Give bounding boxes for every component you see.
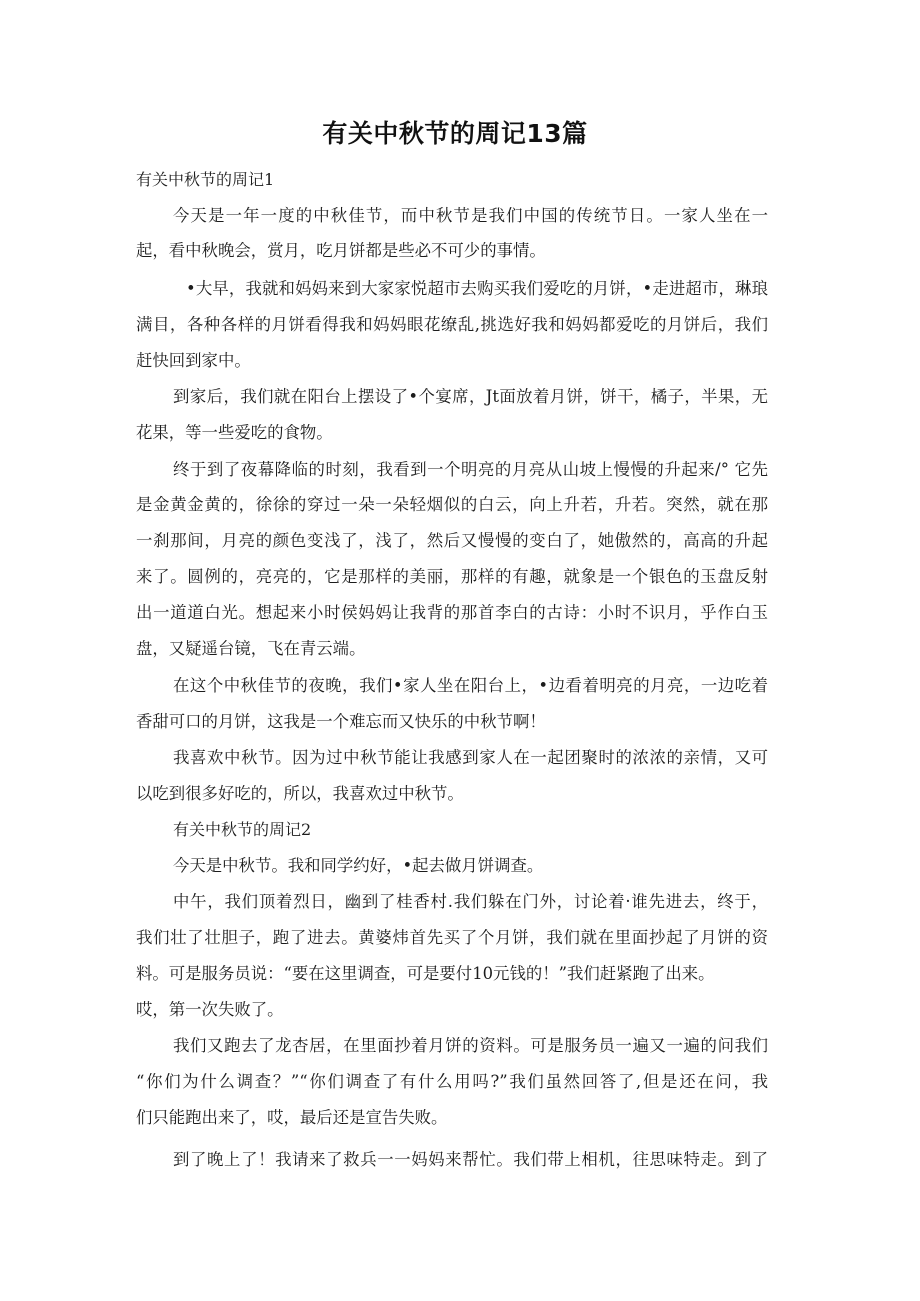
paragraph-line: 赶快回到家中。	[136, 351, 251, 370]
paragraph-line: 是金黄金黄的，徐徐的穿过一朵一朵轻烟似的白云，向上升若，升若。突然，就在那	[136, 495, 768, 514]
paragraph-line: 香甜可口的月饼，这我是一个难忘而又快乐的中秋节啊！	[136, 712, 546, 731]
paragraph-line: 到家后，我们就在阳台上摆设了•个宴席，Jt面放着月饼，饼干，橘子，半果，无	[173, 387, 768, 406]
paragraph-line: “你们为什么调查？”“你们调查了有什么用吗?”我们虽然回答了,但是还在问，我	[136, 1072, 768, 1091]
paragraph-line: 们只能跑出来了，哎，最后还是宣告失败。	[136, 1108, 448, 1127]
paragraph-line: 来了。圆例的，亮亮的，它是那样的美丽，那样的有趣，就象是一个银色的玉盘反射	[136, 567, 768, 586]
section-heading-1: 有关中秋节的周记1	[136, 170, 275, 189]
paragraph-line: 出一道道白光。想起来小时侯妈妈让我背的那首李白的古诗：小时不识月，乎作白玉	[136, 603, 768, 622]
paragraph-line: 起，看中秋晚会，赏月，吃月饼都是些必不可少的事情。	[136, 241, 546, 260]
paragraph-line: 我喜欢中秋节。因为过中秋节能让我感到家人在一起团聚时的浓浓的亲情，又可	[173, 748, 768, 767]
paragraph-line: 一刹那间，月亮的颜色变浅了，浅了，然后又慢慢的变白了，她傲然的，高高的升起	[136, 531, 768, 550]
paragraph-line: 料。可是服务员说：“要在这里调查，可是要付10元钱的！”我们赶紧跑了出来。	[136, 964, 715, 983]
paragraph-line: •大早，我就和妈妈来到大家家悦超市去购买我们爱吃的月饼，•走进超市，琳琅	[186, 279, 768, 298]
paragraph-line: 今天是一年一度的中秋佳节，而中秋节是我们中国的传统节日。一家人坐在一	[173, 206, 768, 225]
paragraph-line: 在这个中秋佳节的夜晚，我们•家人坐在阳台上，•边看着明亮的月亮，一边吃着	[173, 676, 768, 695]
paragraph-line: 到了晚上了！我请来了救兵一一妈妈来帮忙。我们带上相机，往思味特走。到了	[173, 1150, 768, 1169]
paragraph-line: 花果，等一些爱吃的食物。	[136, 423, 333, 442]
paragraph-line: 我们又跑去了龙杏居，在里面抄着月饼的资料。可是服务员一遍又一遍的问我们	[173, 1036, 768, 1055]
paragraph-line: 我们壮了壮胆子，跑了进去。黄婆炜首先买了个月饼，我们就在里面抄起了月饼的资	[136, 928, 768, 947]
paragraph-line: 满目，各种各样的月饼看得我和妈妈眼花缭乱,挑选好我和妈妈都爱吃的月饼后，我们	[136, 315, 768, 334]
paragraph-line: 以吃到很多好吃的，所以，我喜欢过中秋节。	[136, 784, 464, 803]
document-title: 有关中秋节的周记13篇	[322, 119, 588, 148]
paragraph-line: 盘，又疑遥台镜，飞在青云端。	[136, 639, 366, 658]
paragraph-line: 哎，第一次失败了。	[136, 1000, 284, 1019]
paragraph-line: 今天是中秋节。我和同学约好，•起去做月饼调查。	[173, 856, 544, 875]
paragraph-line: 中午，我们顶着烈日，幽到了桂香村.我们躲在门外，讨论着·谁先进去，终于，	[173, 892, 768, 911]
paragraph-line: 终于到了夜幕降临的时刻，我看到一个明亮的月亮从山坡上慢慢的升起来/° 它先	[173, 460, 768, 479]
section-heading-2: 有关中秋节的周记2	[173, 820, 312, 839]
